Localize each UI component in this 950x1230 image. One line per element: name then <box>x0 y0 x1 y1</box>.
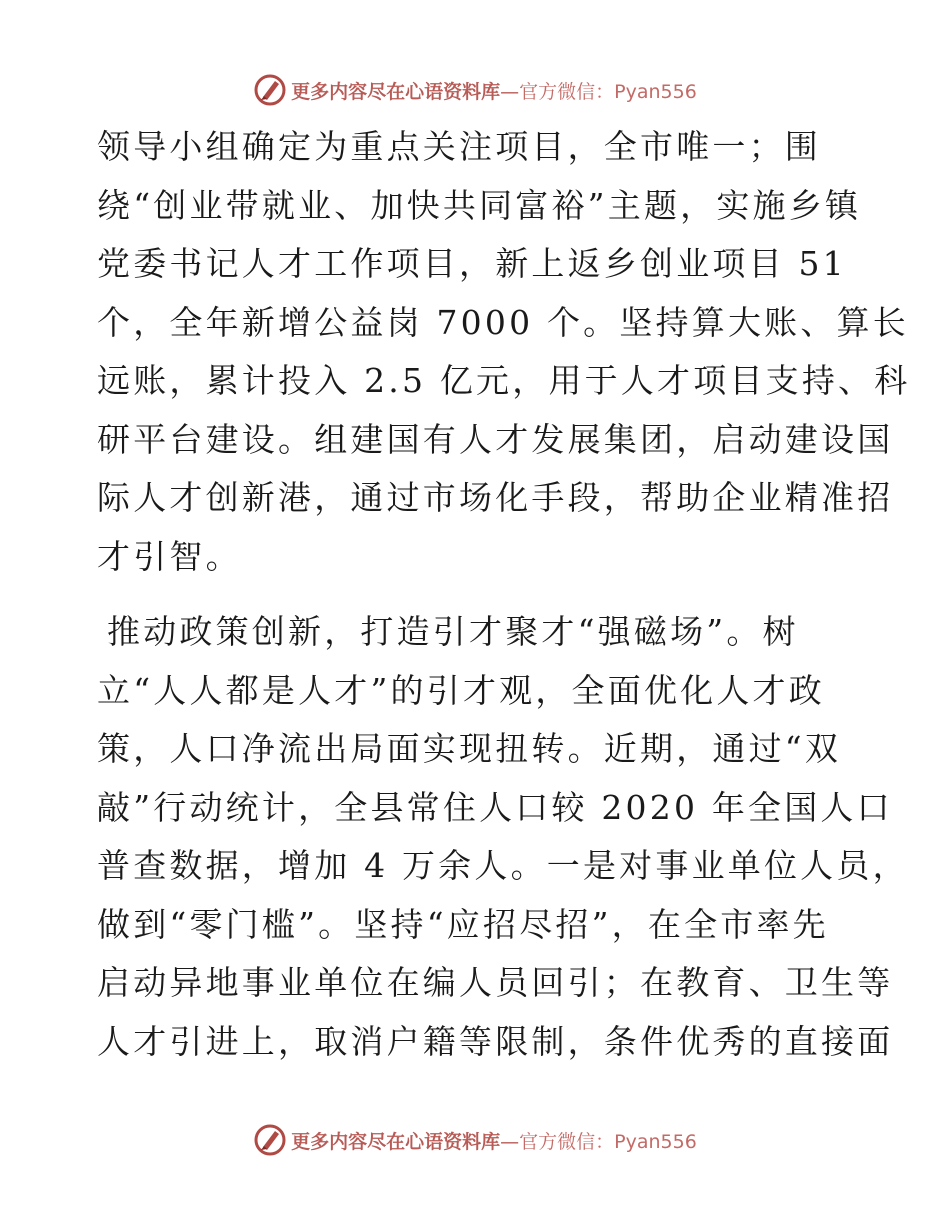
text-line: 绕“创业带就业、加快共同富裕”主题，实施乡镇 <box>97 185 862 225</box>
text-line: 启动异地事业单位在编人员回引；在教育、卫生等 <box>97 963 894 1002</box>
footer-watermark <box>0 1120 950 1160</box>
watermark-brand: 更多内容尽在心语资料库 <box>291 1130 501 1153</box>
text-line: 个，全年新增公益岗 7000 个。坚持算大账、算长 <box>97 302 909 342</box>
watermark-text <box>291 1127 697 1154</box>
paragraph-1 <box>97 118 911 586</box>
text-line: 敲”行动统计，全县常住人口较 2020 年全国人口 <box>97 787 893 827</box>
text-line: 远账，累计投入 2.5 亿元，用于人才项目支持、科 <box>97 361 911 400</box>
text-line: 才引智。 <box>97 536 242 576</box>
header-watermark <box>0 70 950 110</box>
watermark-dash: — <box>500 1130 520 1153</box>
logo-icon <box>253 1123 287 1157</box>
logo-icon <box>253 73 287 107</box>
text-line: 人才引进上，取消户籍等限制，条件优秀的直接面 <box>97 1021 894 1061</box>
text-line: 立“人人都是人才”的引才观，全面优化人才政 <box>97 670 825 710</box>
paragraph-gap <box>97 586 857 603</box>
text-line: 际人才创新港，通过市场化手段，帮助企业精准招 <box>97 478 894 517</box>
text-line: 领导小组确定为重点关注项目，全市唯一；围 <box>97 127 821 166</box>
text-line: 普查数据，增加 4 万余人。一是对事业单位人员， <box>97 846 909 885</box>
watermark-wechat: 官方微信：Pyan556 <box>519 80 697 103</box>
document-body <box>97 118 911 1071</box>
text-line: 党委书记人才工作项目，新上返乡创业项目 51 <box>97 244 847 283</box>
text-line: 研平台建设。组建国有人才发展集团，启动建设国 <box>97 419 894 459</box>
watermark-dash: — <box>500 80 520 103</box>
text-line: 策，人口净流出局面实现扭转。近期，通过“双 <box>97 729 842 768</box>
text-line: 做到“零门槛”。坚持“应招尽招”，在全市率先 <box>97 904 829 944</box>
watermark-text <box>291 77 697 104</box>
text-line: 推动政策创新，打造引才聚才“强磁场”。树 <box>107 612 799 651</box>
watermark-brand: 更多内容尽在心语资料库 <box>291 80 501 103</box>
paragraph-2 <box>97 603 909 1071</box>
watermark-wechat: 官方微信：Pyan556 <box>519 1130 697 1153</box>
